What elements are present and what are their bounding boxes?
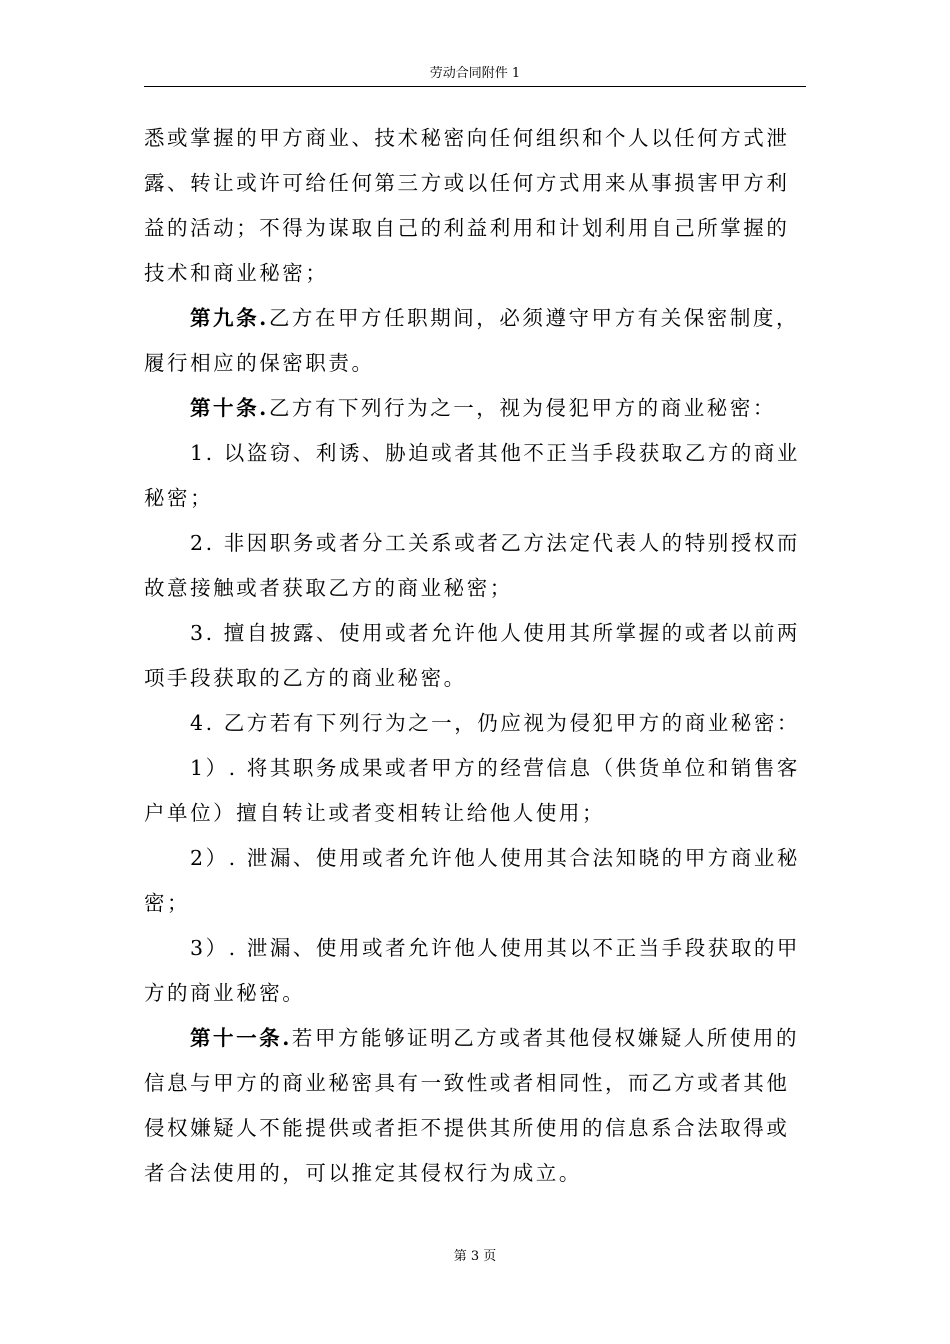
document-body — [144, 116, 806, 1196]
header-rule — [144, 86, 806, 87]
paragraph-continuation: 悉或掌握的甲方商业、技术秘密向任何组织和个人以任何方式泄露、转让或许可给任何第三方或以任何方式用来从事损害甲方利益的活动；不得为谋取自己的利益利用和计划利用自己所掌握的技术和商业秘密； — [144, 126, 790, 285]
article-10-text: 乙方有下列行为之一，视为侵犯甲方的商业秘密： — [268, 396, 776, 420]
subclause-3: 3）. 泄漏、使用或者允许他人使用其以不正当手段获取的甲方的商业秘密。 — [144, 936, 800, 1005]
article-11-text: 若甲方能够证明乙方或者其他侵权嫌疑人所使用的信息与甲方的商业秘密具有一致性或者相同性，而乙方或者其他侵权嫌疑人不能提供或者拒不提供其所使用的信息系合法取得或者合法使用的，可以推定其侵权行为成立。 — [144, 1026, 799, 1185]
clause-4: 4. 乙方若有下列行为之一，仍应视为侵犯甲方的商业秘密： — [190, 711, 800, 735]
clause-3: 3. 擅自披露、使用或者允许他人使用其所掌握的或者以前两项手段获取的乙方的商业秘密。 — [144, 621, 800, 690]
subclause-2: 2）. 泄漏、使用或者允许他人使用其合法知晓的甲方商业秘密； — [144, 846, 800, 915]
article-10 — [144, 386, 806, 431]
page-header: 劳动合同附件 1 — [429, 66, 521, 81]
subclause-1: 1）. 将其职务成果或者甲方的经营信息（供货单位和销售客户单位）擅自转让或者变相转让给他人使用； — [144, 756, 800, 825]
article-11 — [144, 1016, 806, 1196]
article-9-text: 乙方在甲方任职期间，必须遵守甲方有关保密制度，履行相应的保密职责。 — [144, 306, 799, 375]
article-9 — [144, 296, 806, 386]
article-9-label: 第九条. — [190, 306, 269, 330]
clause-1: 1. 以盗窃、利诱、胁迫或者其他不正当手段获取乙方的商业秘密； — [144, 441, 800, 510]
page-number: 第 3 页 — [453, 1249, 497, 1264]
article-11-label: 第十一条. — [190, 1026, 292, 1050]
article-10-label: 第十条. — [190, 396, 269, 420]
clause-2: 2. 非因职务或者分工关系或者乙方法定代表人的特别授权而故意接触或者获取乙方的商业秘密； — [144, 531, 800, 600]
